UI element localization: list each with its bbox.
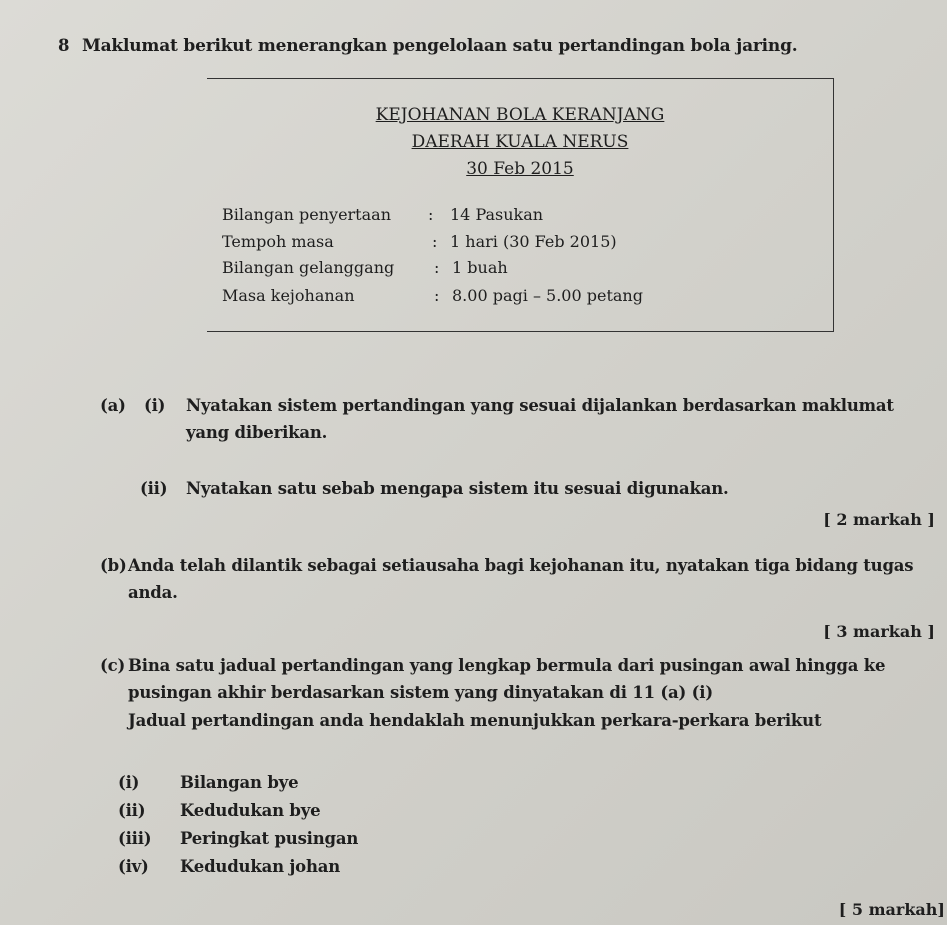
- part-a-i-label: (i): [144, 396, 166, 415]
- info-value: 8.00 pagi – 5.00 petang: [452, 286, 643, 305]
- box-title: KEJOHANAN BOLA KERANJANG: [375, 105, 665, 125]
- info-label: Tempoh masa: [222, 232, 334, 251]
- list-item-text: Bilangan bye: [180, 773, 299, 792]
- part-a-ii-text: Nyatakan satu sebab mengapa sistem itu sesuai digunakan.: [186, 479, 729, 498]
- tournament-info-box: [207, 78, 834, 332]
- list-item-label: (ii): [118, 801, 146, 820]
- part-b-marks: [ 3 markah ]: [823, 622, 935, 641]
- info-sep: :: [428, 205, 434, 224]
- box-subtitle: DAERAH KUALA NERUS: [411, 132, 629, 152]
- part-a-i-text: Nyatakan sistem pertandingan yang sesuai dijalankan berdasarkan maklumat: [186, 396, 894, 415]
- box-date: 30 Feb 2015: [466, 159, 574, 179]
- info-value: 14 Pasukan: [450, 205, 544, 224]
- list-item-text: Peringkat pusingan: [180, 829, 359, 848]
- part-a-i-text-cont: yang diberikan.: [186, 423, 328, 442]
- list-item-label: (iii): [118, 829, 152, 848]
- info-value: 1 buah: [452, 258, 508, 277]
- info-sep: :: [432, 232, 438, 251]
- part-a-ii-label: (ii): [140, 479, 168, 498]
- question-intro: Maklumat berikut menerangkan pengelolaan satu pertandingan bola jaring.: [82, 36, 798, 56]
- part-c-text-cont2: Jadual pertandingan anda hendaklah menunjukkan perkara-perkara berikut: [128, 711, 822, 730]
- info-value: 1 hari (30 Feb 2015): [450, 232, 617, 251]
- info-label: Masa kejohanan: [222, 286, 355, 305]
- info-sep: :: [434, 286, 440, 305]
- part-a-marks: [ 2 markah ]: [823, 510, 935, 529]
- part-c-marks: [ 5 markah]: [838, 900, 945, 919]
- part-b-label: (b): [100, 556, 127, 575]
- list-item-label: (i): [118, 773, 140, 792]
- list-item-text: Kedudukan bye: [180, 801, 321, 820]
- part-c-text-cont: pusingan akhir berdasarkan sistem yang dinyatakan di 11 (a) (i): [128, 683, 713, 702]
- question-number: 8: [58, 36, 70, 55]
- part-c-label: (c): [100, 656, 126, 675]
- part-c-text: Bina satu jadual pertandingan yang lengkap bermula dari pusingan awal hingga ke: [128, 656, 886, 675]
- part-a-label: (a): [100, 396, 126, 415]
- list-item-label: (iv): [118, 857, 149, 876]
- part-b-text-cont: anda.: [128, 583, 178, 602]
- info-label: Bilangan gelanggang: [222, 258, 395, 277]
- info-sep: :: [434, 258, 440, 277]
- list-item-text: Kedudukan johan: [180, 857, 341, 876]
- part-b-text: Anda telah dilantik sebagai setiausaha bagi kejohanan itu, nyatakan tiga bidang tugas: [128, 556, 914, 575]
- info-label: Bilangan penyertaan: [222, 205, 391, 224]
